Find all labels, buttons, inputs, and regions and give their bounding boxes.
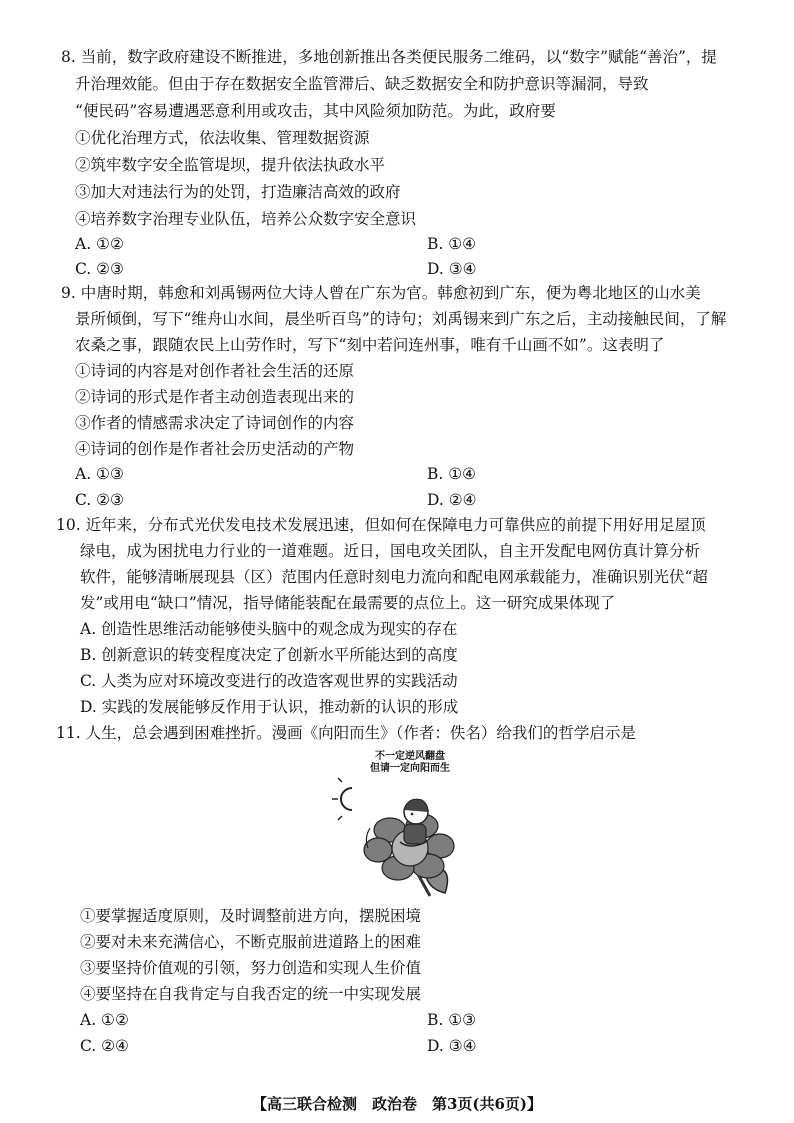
q10-option-d: D. 实践的发展能够反作用于认识，推动新的认识的形成 <box>80 698 459 716</box>
q10-option-b: B. 创新意识的转变程度决定了创新水平所能达到的高度 <box>80 646 458 664</box>
q11-choice-d: D. ③④ <box>427 1037 477 1055</box>
cartoon-sunflower-illustration <box>330 768 470 898</box>
q9-option: ④诗词的创作是作者社会历史活动的产物 <box>75 440 355 458</box>
q9-choice-a: A. ①③ <box>75 465 124 483</box>
q8-choice-b: B. ①④ <box>427 235 477 253</box>
q11-choice-b: B. ①③ <box>427 1011 477 1029</box>
q9-choice-c: C. ②③ <box>75 491 124 509</box>
q11-stem-line: 11. 人生，总会遇到困难挫折。漫画《向阳而生》（作者：佚名）给我们的哲学启示是 <box>56 724 636 742</box>
q8-choice-a: A. ①② <box>75 235 124 253</box>
q11-option: ①要掌握适度原则，及时调整前进方向，摆脱困境 <box>80 907 422 925</box>
q9-choice-b: B. ①④ <box>427 465 477 483</box>
q8-option: ④培养数字治理专业队伍，培养公众数字安全意识 <box>75 210 417 228</box>
q8-stem-line: 升治理效能。但由于存在数据安全监管滞后、缺乏数据安全和防护意识等漏洞，导致 <box>75 75 649 93</box>
q9-option: ①诗词的内容是对创作者社会生活的还原 <box>75 362 355 380</box>
q8-option: ②筑牢数字安全监管堤坝，提升依法执政水平 <box>75 156 386 174</box>
q11-option: ②要对未来充满信心，不断克服前进道路上的困难 <box>80 933 422 951</box>
q10-stem-line: 10. 近年来，分布式光伏发电技术发展迅速，但如何在保障电力可靠供应的前提下用好用足屋顶 <box>56 516 706 534</box>
cartoon-caption-line: 不一定逆风翻盘 <box>375 751 445 762</box>
q10-option-c: C. 人类为应对环境改变进行的改造客观世界的实践活动 <box>80 672 458 690</box>
q11-option: ④要坚持在自我肯定与自我否定的统一中实现发展 <box>80 985 422 1003</box>
q9-choice-d: D. ②④ <box>427 491 477 509</box>
q9-stem-line: 景所倾倒，写下“维舟山水间，晨坐听百鸟”的诗句；刘禹锡来到广东之后，主动接触民间，了解 <box>75 310 727 328</box>
q9-option: ③作者的情感需求决定了诗词创作的内容 <box>75 414 355 432</box>
q10-stem-line: 发”或用电“缺口”情况，指导储能装配在最需要的点位上。这一研究成果体现了 <box>80 594 616 612</box>
q10-stem-line: 绿电，成为困扰电力行业的一道难题。近日，国电攻关团队，自主开发配电网仿真计算分析 <box>80 542 701 560</box>
q9-option: ②诗词的形式是作者主动创造表现出来的 <box>75 388 355 406</box>
q8-choice-d: D. ③④ <box>427 260 477 278</box>
q8-stem-line: 8. 当前，数字政府建设不断推进，多地创新推出各类便民服务二维码，以“数字”赋能“善治”，提 <box>61 48 717 66</box>
q10-stem-line: 软件，能够清晰展现县（区）范围内任意时刻电力流向和配电网承载能力，准确识别光伏“超 <box>80 568 708 586</box>
page-footer: 【高三联合检测 政治卷 第3页(共6页)】 <box>251 1095 543 1113</box>
q8-choice-c: C. ②③ <box>75 260 124 278</box>
q11-option: ③要坚持价值观的引领，努力创造和实现人生价值 <box>80 959 422 977</box>
q8-option: ①优化治理方式，依法收集、管理数据资源 <box>75 129 370 147</box>
q11-choice-a: A. ①② <box>80 1011 129 1029</box>
q8-stem-line: “便民码”容易遭遇恶意利用或攻击，其中风险须加防范。为此，政府要 <box>75 102 556 120</box>
sun-icon <box>332 778 352 820</box>
q9-stem-line: 9. 中唐时期，韩愈和刘禹锡两位大诗人曾在广东为官。韩愈初到广东，便为粤北地区的山水美 <box>61 284 701 302</box>
q8-option: ③加大对违法行为的处罚，打造廉洁高效的政府 <box>75 183 401 201</box>
q11-choice-c: C. ②④ <box>80 1037 129 1055</box>
cartoon-caption-line: 但请一定向阳而生 <box>370 763 450 774</box>
q9-stem-line: 农桑之事，跟随农民上山劳作时，写下“刻中若问连州事，唯有千山画不如”。这表明了 <box>75 336 665 354</box>
q10-option-a: A. 创造性思维活动能够使头脑中的观念成为现实的存在 <box>80 620 458 638</box>
